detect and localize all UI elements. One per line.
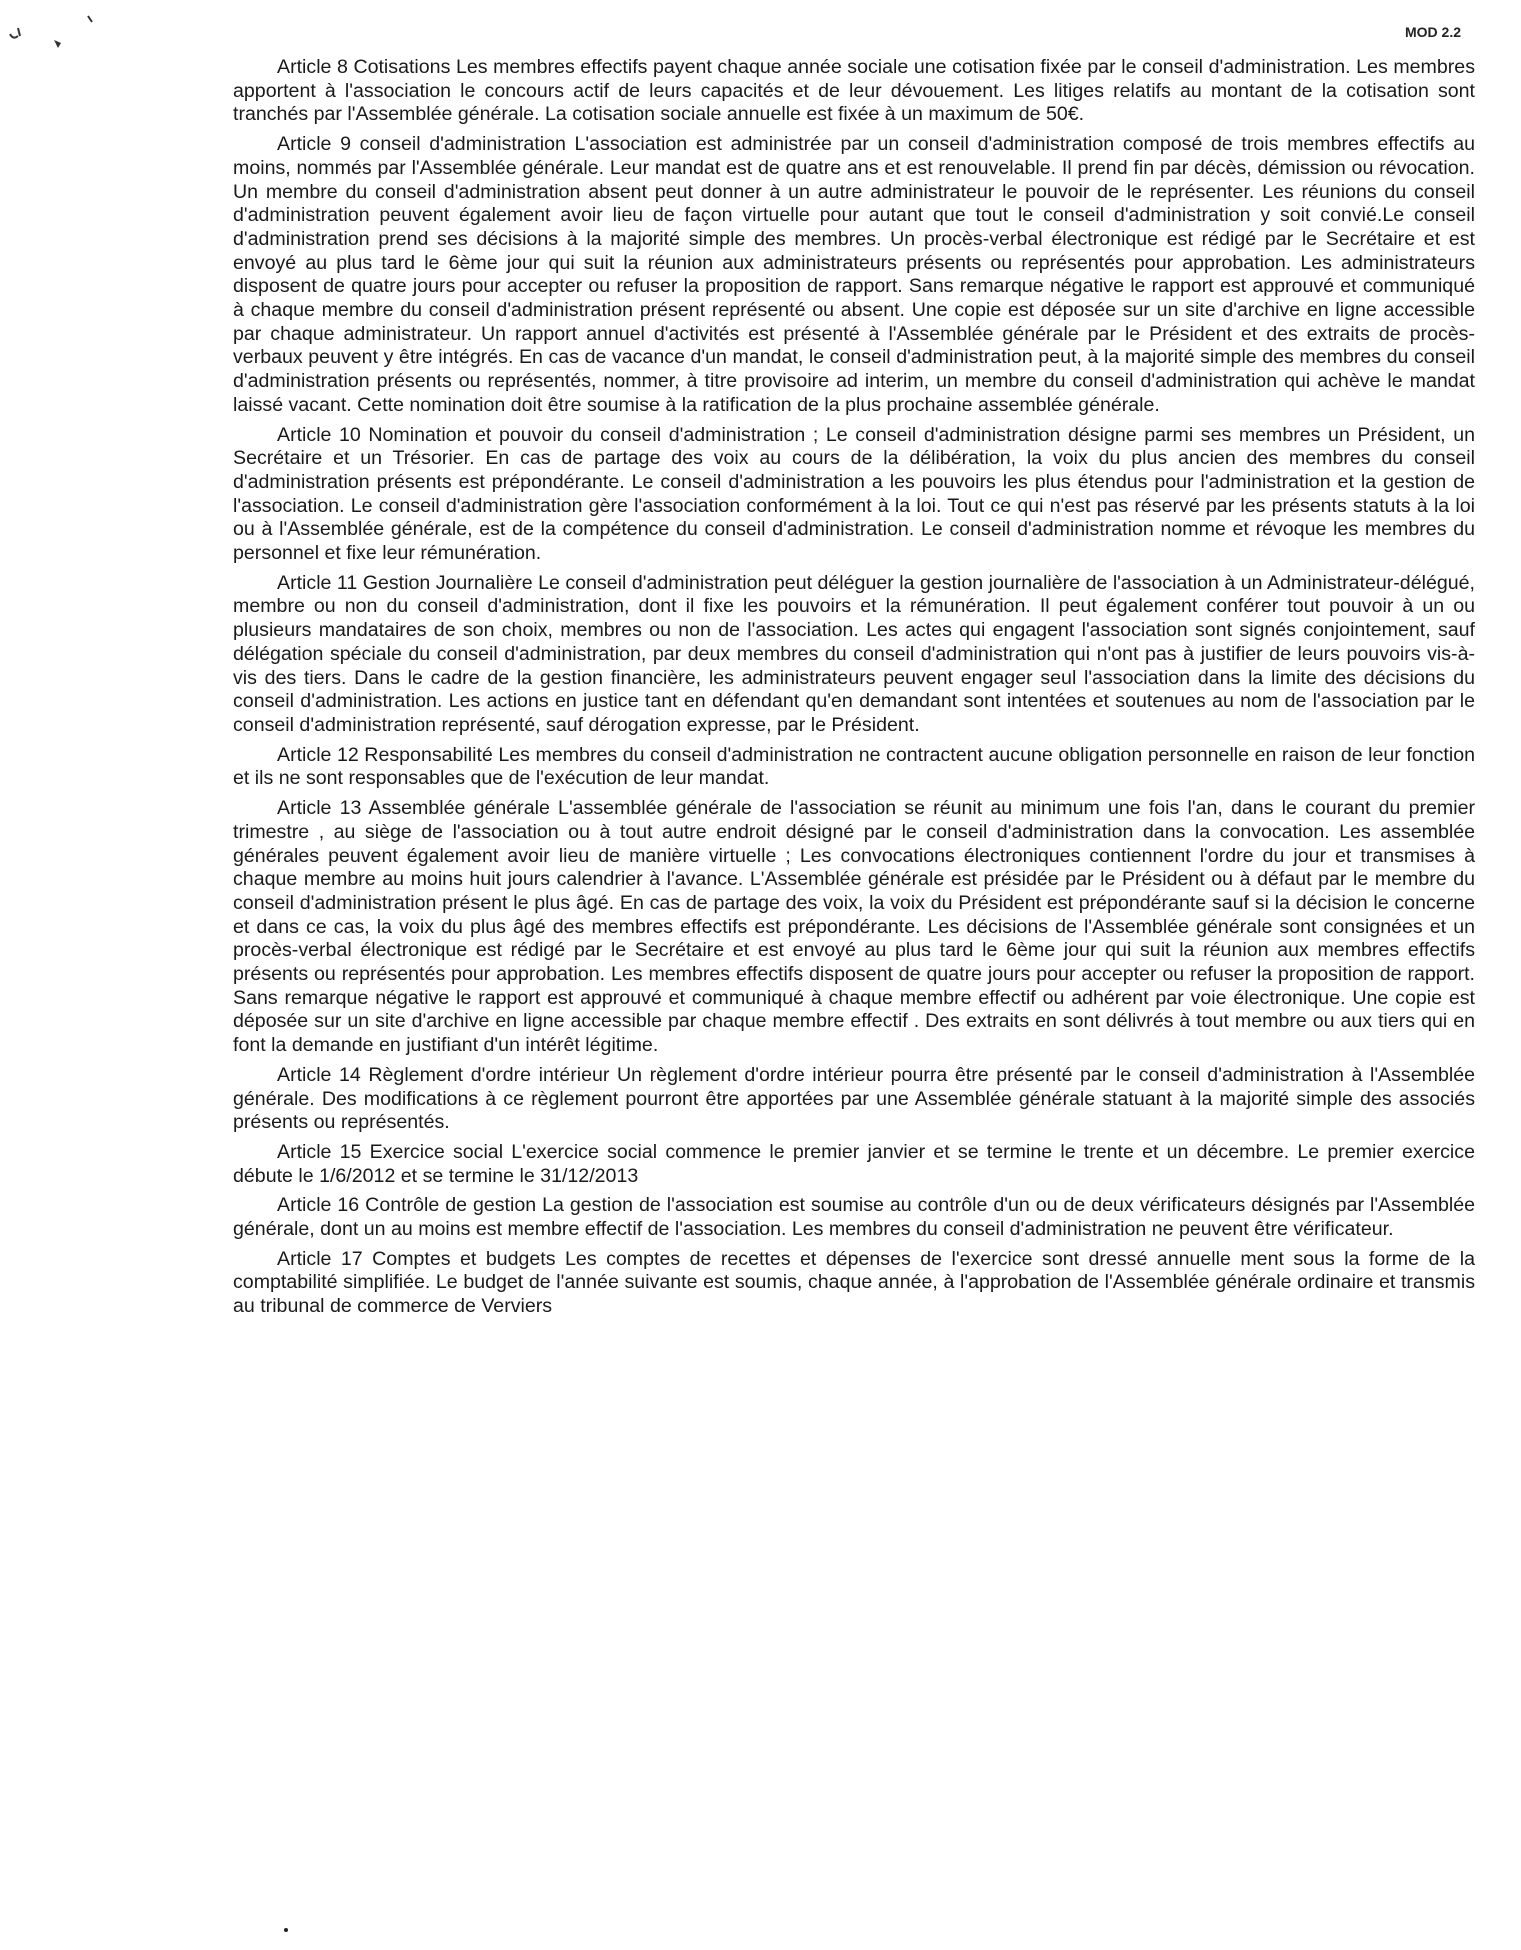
article-text: L'association est administrée par un conseil d'administration composé de trois membres effectifs au moins, nommés par l'Assemblée générale. Leur mandat est de quatre ans et est renouvelable. Il prend fin par décès, démission ou révocation. Un membre du conseil d'administration absent peut donner à un autre administrateur le pouvoir de le représenter. Les réunions du conseil d'administration peuvent également avoir lieu de façon virtuelle pour autant que tout le conseil d'administration y soit convié.Le conseil d'administration prend ses décisions à la majorité simple des membres. Un procès-verbal électronique est rédigé par le Secrétaire et est envoyé au plus tard le 6ème jour qui suit la réunion aux administrateurs présents ou représentés pour approbation. Les administrateurs disposent de quatre jours pour accepter ou refuser la proposition de rapport. Sans remarque négative le rapport est approuvé et communiqué à chaque membre du conseil d'administration présent représenté ou absent. Une copie est déposée sur un site d'archive en ligne accessible par chaque administrateur. Un rapport annuel d'activités est présenté à l'Assemblée générale par le Président et des extraits de procès-verbaux peuvent y être intégrés. En cas de vacance d'un mandat, le conseil d'administration peut, à la majorité simple des membres du conseil d'administration présents ou représentés, nommer, à titre provisoire ad interim, un membre du conseil d'administration qui achève le mandat laissé vacant. Cette nomination doit être soumise à la ratification de la plus prochaine assemblée générale. — [233, 133, 1475, 416]
article-heading: Article 10 Nomination et pouvoir du conseil d'administration ; — [277, 423, 819, 446]
article-11 — [233, 572, 1475, 738]
article-17 — [233, 1248, 1475, 1319]
article-text: Les comptes de recettes et dépenses de l'exercice sont dressé annuelle ment sous la forme de la comptabilité simplifiée. Le budget de l'année suivante est soumis, chaque année, à l'approbation de l'Assemblée générale ordinaire et transmis au tribunal de commerce de Verviers — [233, 1247, 1475, 1318]
article-text: Les membres du conseil d'administration ne contractent aucune obligation personnelle en raison de leur fonction et ils ne sont responsables que de l'exécution de leur mandat. — [233, 743, 1475, 790]
article-12 — [233, 744, 1475, 791]
article-text: Le conseil d'administration désigne parmi ses membres un Président, un Secrétaire et un Trésorier. En cas de partage des voix au cours de la délibération, la voix du plus ancien des membres du conseil d'administration présents est prépondérante. Le conseil d'administration a les pouvoirs les plus étendus pour l'administration et la gestion de l'association. Le conseil d'administration gère l'association conformément à la loi. Tout ce qui n'est pas réservé par les présents statuts à la loi ou à l'Assemblée générale, est de la compétence du conseil d'administration. Le conseil d'administration nomme et révoque les membres du personnel et fixe leur rémunération. — [233, 423, 1475, 565]
article-13 — [233, 797, 1475, 1058]
article-heading: Article 17 Comptes et budgets — [277, 1247, 556, 1270]
article-heading: Article 12 Responsabilité — [277, 743, 493, 766]
article-text: Un règlement d'ordre intérieur pourra être présenté par le conseil d'administration à l'Assemblée générale. Des modifications à ce règlement pourront être apportées par une Assemblée générale statuant à la majorité simple des associés présents ou représentés. — [233, 1063, 1475, 1134]
article-text: La gestion de l'association est soumise au contrôle d'un ou de deux vérificateurs désignés par l'Assemblée générale, dont un au moins est membre effectif de l'association. Les membres du conseil d'administration ne peuvent être vérificateur. — [233, 1194, 1475, 1241]
article-heading: Article 14 Règlement d'ordre intérieur — [277, 1063, 610, 1086]
article-heading: Article 8 Cotisations — [277, 56, 451, 78]
article-14 — [233, 1064, 1475, 1135]
article-heading: Article 13 Assemblée générale — [277, 797, 550, 820]
article-heading: Article 15 Exercice social — [277, 1140, 504, 1163]
article-heading: Article 16 Contrôle de gestion — [277, 1194, 537, 1217]
document-body — [233, 56, 1475, 1325]
article-16 — [233, 1194, 1475, 1241]
article-text: Les membres effectifs payent chaque année sociale une cotisation fixée par le conseil d'administration. Les membres apportent à l'association le concours actif de leurs capacités et de leur dévouement. Les litiges relatifs au montant de la cotisation sont tranchés par l'Assemblée générale. La cotisation sociale annuelle est fixée à un maximum de 50€. — [233, 56, 1475, 126]
article-8 — [233, 56, 1475, 127]
article-heading: Article 9 conseil d'administration — [277, 133, 566, 156]
mod-label: MOD 2.2 — [1404, 24, 1461, 40]
article-text: L'exercice social commence le premier janvier et se termine le trente et un décembre. Le premier exercice débute le 1/6/2012 et se termine le 31/12/2013 — [233, 1140, 1475, 1187]
article-15 — [233, 1141, 1475, 1188]
stray-dot — [284, 1928, 288, 1932]
article-heading: Article 11 Gestion Journalière — [277, 571, 533, 594]
article-10 — [233, 424, 1475, 566]
article-9 — [233, 133, 1475, 417]
scan-artifact-marks — [4, 8, 104, 58]
article-text: Le conseil d'administration peut déléguer la gestion journalière de l'association à un Administrateur-délégué, membre ou non du conseil d'administration, dont il fixe les pouvoirs et la rémunération. Il peut également conférer tout pouvoir à un ou plusieurs mandataires de son choix, membres ou non de l'association. Les actes qui engagent l'association sont signés conjointement, sauf délégation spéciale du conseil d'administration, par deux membres du conseil d'administration qui n'ont pas à justifier de leurs pouvoirs vis-à-vis des tiers. Dans le cadre de la gestion financière, les administrateurs peuvent engager seul l'association dans la limite des décisions du conseil d'administration. Les actions en justice tant en défendant qu'en demandant sont intentées et soutenues au nom de l'association par le conseil d'administration représenté, sauf dérogation expresse, par le Président. — [233, 571, 1475, 736]
article-text: L'assemblée générale de l'association se réunit au minimum une fois l'an, dans le courant du premier trimestre , au siège de l'association ou à tout autre endroit désigné par le conseil d'administration dans la convocation. Les assemblée générales peuvent également avoir lieu de manière virtuelle ; Les convocations électroniques contiennent l'ordre du jour et transmises à chaque membre au moins huit jours calendrier à l'avance. L'Assemblée générale est présidée par le Président ou à défaut par le membre du conseil d'administration présent le plus âgé. En cas de partage des voix, la voix du Président est prépondérante sauf si la décision le concerne et dans ce cas, la voix du plus âgé des membres effectifs est prépondérante. Les décisions de l'Assemblée générale sont consignées et un procès-verbal électronique est rédigé par le Secrétaire et est envoyé au plus tard le 6ème jour qui suit la réunion aux membres effectifs présents ou représentés pour approbation. Les membres effectifs disposent de quatre jours pour accepter ou refuser la proposition de rapport. Sans remarque négative le rapport est approuvé et communiqué à chaque membre effectif ou adhérent par voie électronique. Une copie est déposée sur un site d'archive en ligne accessible par chaque membre effectif . Des extraits en sont délivrés à tout membre ou aux tiers qui en font la demande en justifiant d'un intérêt légitime. — [233, 797, 1475, 1057]
